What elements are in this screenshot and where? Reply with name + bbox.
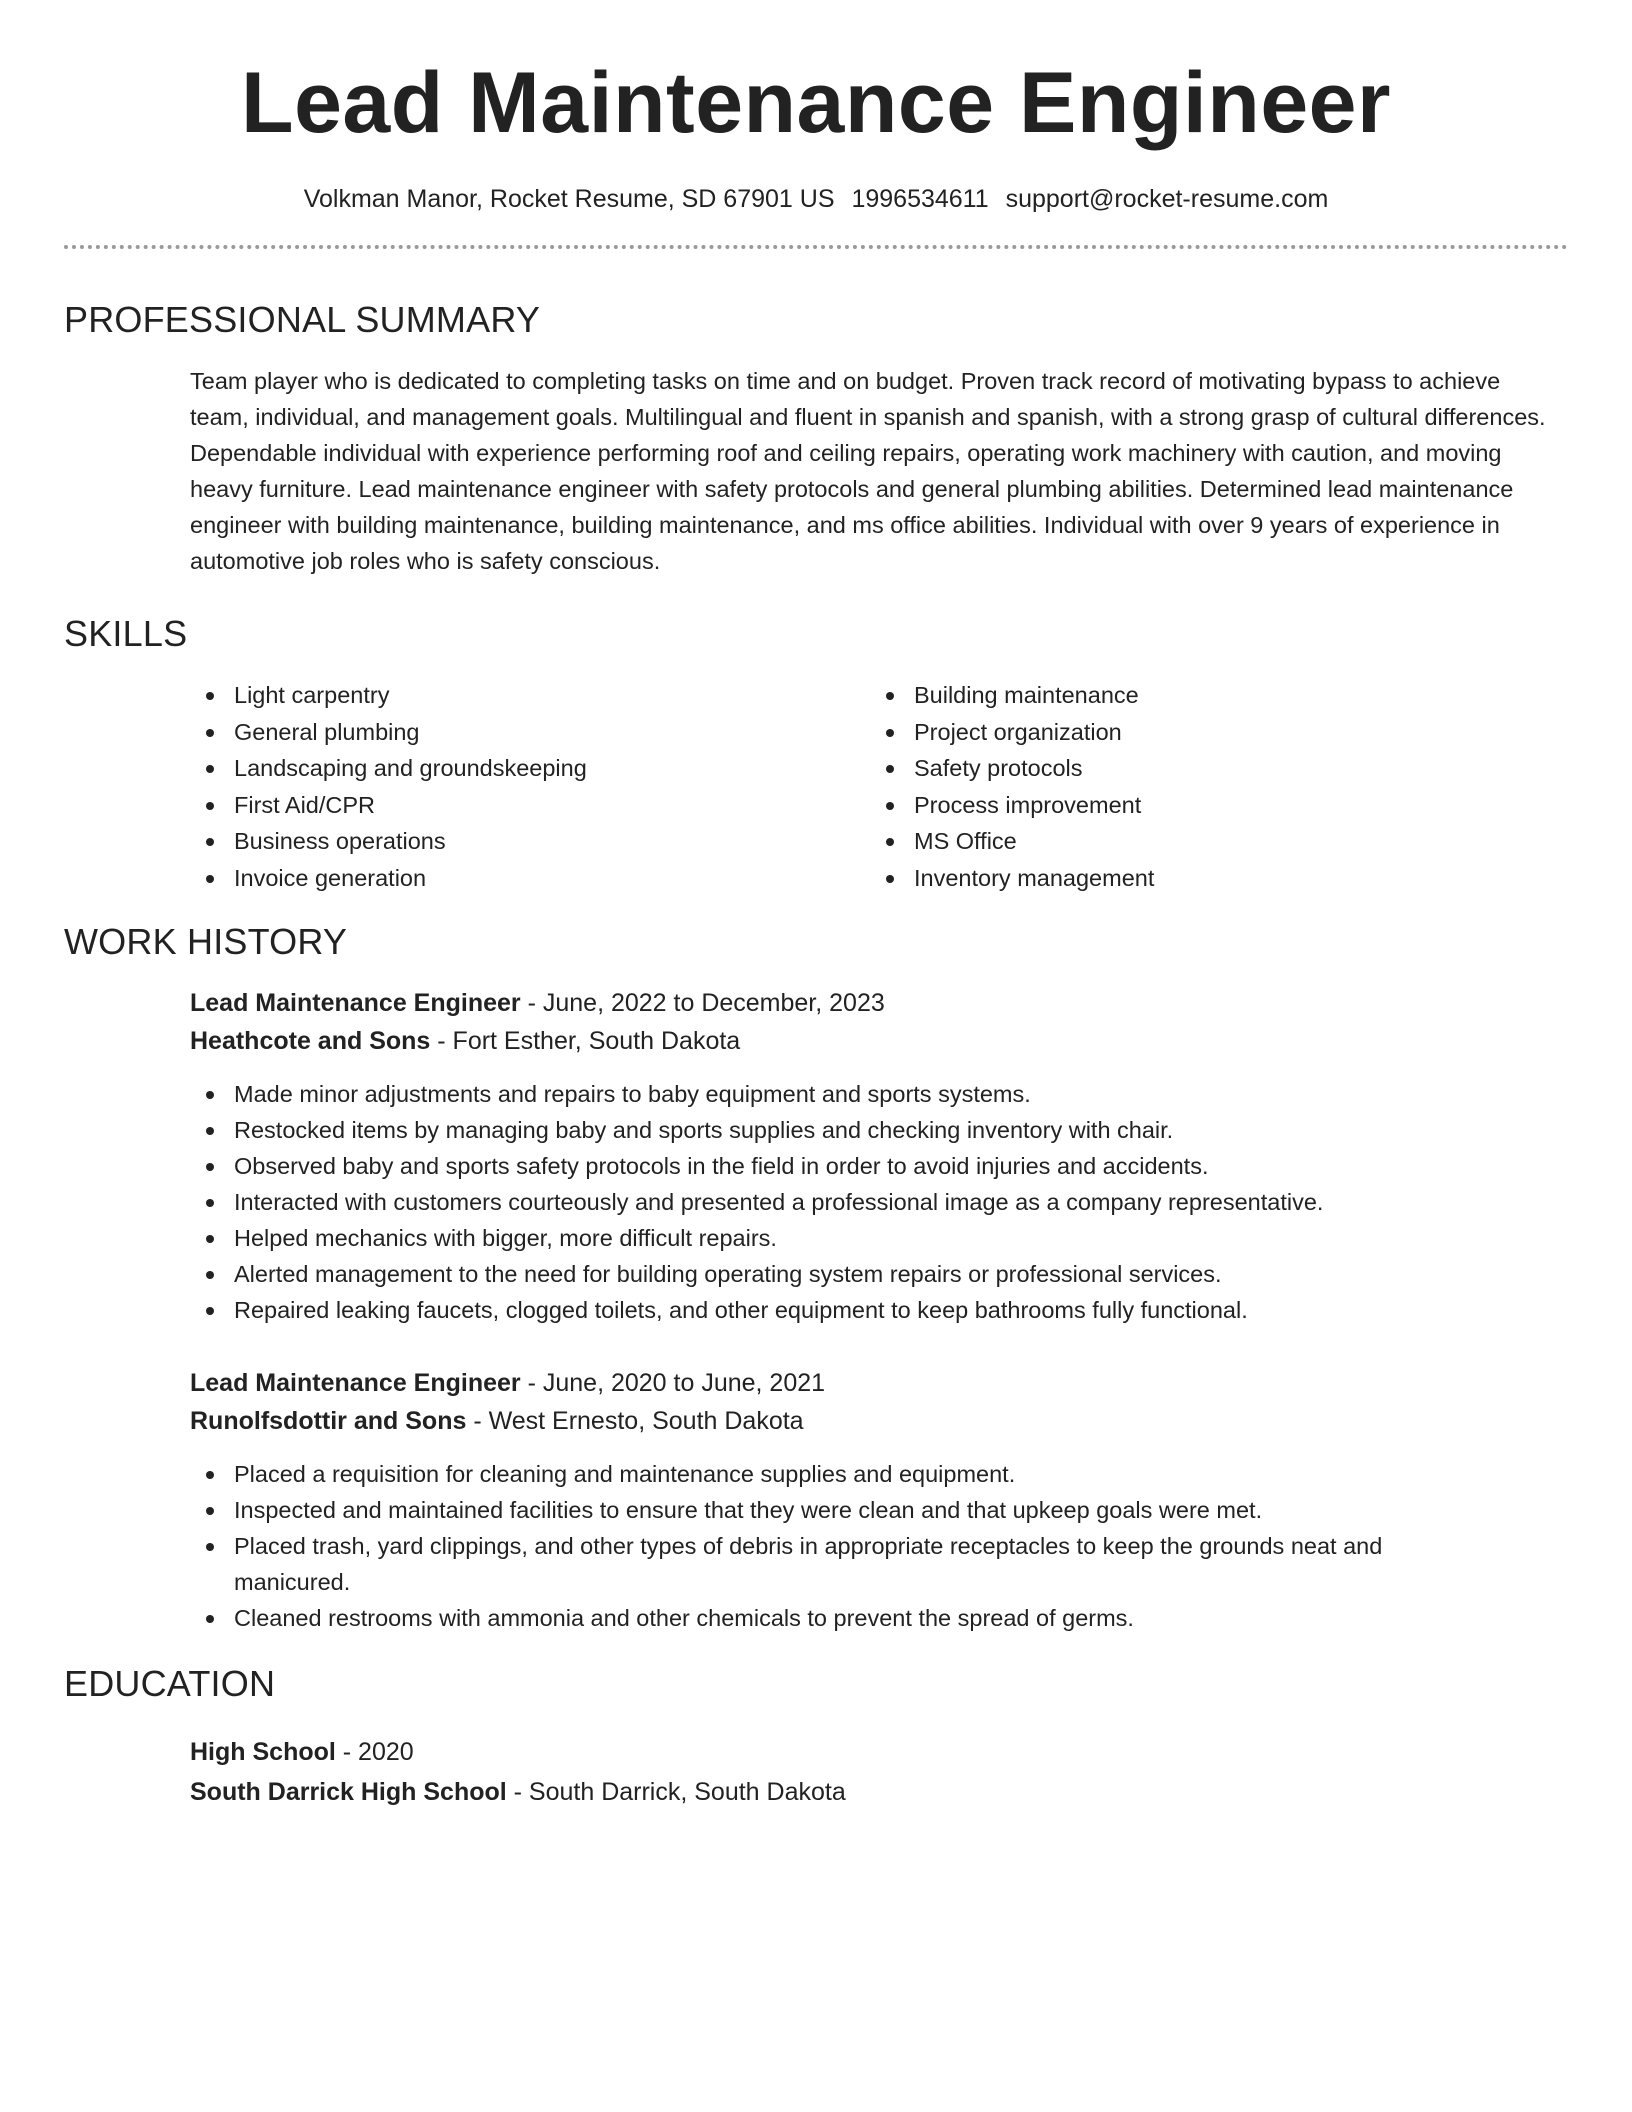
job-bullet: Restocked items by managing baby and sports supplies and checking inventory with chair. (190, 1112, 1568, 1148)
section-title-summary: PROFESSIONAL SUMMARY (64, 299, 541, 340)
job-bullet: Cleaned restrooms with ammonia and other chemicals to prevent the spread of germs. (190, 1600, 1568, 1636)
section-title-education: EDUCATION (64, 1662, 276, 1704)
job-company: Heathcote and Sons (190, 1026, 431, 1055)
job-bullet: Observed baby and sports safety protocols in the field in order to avoid injuries and accidents. (190, 1148, 1568, 1184)
section-title-work: WORK HISTORY (64, 920, 348, 962)
skill-item: General plumbing (190, 714, 870, 751)
education-year: - 2020 (335, 1737, 414, 1766)
education-school: South Darrick High School (190, 1777, 507, 1806)
skills-list (190, 677, 1568, 897)
job-bullet: Inspected and maintained facilities to ensure that they were clean and that upkeep goals were met. (190, 1492, 1568, 1528)
contact-phone: 1996534611 (851, 185, 989, 213)
job-role: Lead Maintenance Engineer (190, 988, 521, 1017)
header-divider (64, 245, 1568, 249)
skill-item: Light carpentry (190, 677, 870, 714)
resume-page (64, 0, 1568, 1812)
job-bullets (190, 1076, 1568, 1328)
skill-item: Building maintenance (870, 677, 1550, 714)
job-company-line (190, 1402, 1568, 1440)
skill-item: Project organization (870, 714, 1550, 751)
job-location: - West Ernesto, South Dakota (466, 1406, 804, 1435)
contact-email: support@rocket-resume.com (1005, 185, 1329, 213)
job-bullets (190, 1456, 1568, 1636)
summary-text: Team player who is dedicated to completing tasks on time and on budget. Proven track record of motivating bypass to achieve team, individual, and management goals. Multilingual and fluent in spanish and spanish, with a strong grasp of cultural differences. Dependable individual with experience performing roof and ceiling repairs, operating work machinery with caution, and moving heavy furniture. Lead maintenance engineer with safety protocols and general plumbing abilities. Determined lead maintenance engineer with building maintenance, building maintenance, and ms office abilities. Individual with over 9 years of experience in automotive job roles who is safety conscious. (190, 368, 1546, 574)
job-title-line (190, 1364, 1568, 1402)
job-bullet: Helped mechanics with bigger, more difficult repairs. (190, 1220, 1568, 1256)
skill-item: Business operations (190, 823, 870, 860)
job-bullet: Interacted with customers courteously and presented a professional image as a company representative. (190, 1184, 1568, 1220)
job-bullet: Alerted management to the need for building operating system repairs or professional services. (190, 1256, 1568, 1292)
education-entry (190, 1732, 1568, 1812)
skill-item: Invoice generation (190, 860, 870, 897)
skill-item: Landscaping and groundskeeping (190, 750, 870, 787)
job-title-line (190, 984, 1568, 1022)
job-company-line (190, 1022, 1568, 1060)
job-location: - Fort Esther, South Dakota (430, 1026, 741, 1055)
education-school-line (190, 1772, 1568, 1812)
education-location: - South Darrick, South Dakota (506, 1777, 846, 1806)
skill-item: MS Office (870, 823, 1550, 860)
job-bullet: Repaired leaking faucets, clogged toilets, and other equipment to keep bathrooms fully functional. (190, 1292, 1568, 1328)
section-title-skills: SKILLS (64, 613, 188, 654)
skills-column-left (190, 677, 870, 897)
skill-item: Inventory management (870, 860, 1550, 897)
job-bullet: Made minor adjustments and repairs to baby equipment and sports systems. (190, 1076, 1568, 1112)
education-degree: High School (190, 1737, 336, 1766)
job-dates: - June, 2020 to June, 2021 (520, 1368, 826, 1397)
education-degree-line (190, 1732, 1568, 1772)
job-entry (190, 1364, 1568, 1636)
job-bullet: Placed trash, yard clippings, and other types of debris in appropriate receptacles to keep the grounds neat and manicured. (190, 1528, 1568, 1600)
contact-address: Volkman Manor, Rocket Resume, SD 67901 US (303, 185, 835, 213)
job-dates: - June, 2022 to December, 2023 (520, 988, 885, 1017)
resume-name: Lead Maintenance Engineer (241, 55, 1391, 151)
contact-line (64, 184, 1568, 214)
job-entry (190, 984, 1568, 1328)
skill-item: Safety protocols (870, 750, 1550, 787)
job-company: Runolfsdottir and Sons (190, 1406, 467, 1435)
skill-item: First Aid/CPR (190, 787, 870, 824)
skill-item: Process improvement (870, 787, 1550, 824)
skills-column-right (870, 677, 1550, 897)
job-role: Lead Maintenance Engineer (190, 1368, 521, 1397)
job-bullet: Placed a requisition for cleaning and maintenance supplies and equipment. (190, 1456, 1568, 1492)
